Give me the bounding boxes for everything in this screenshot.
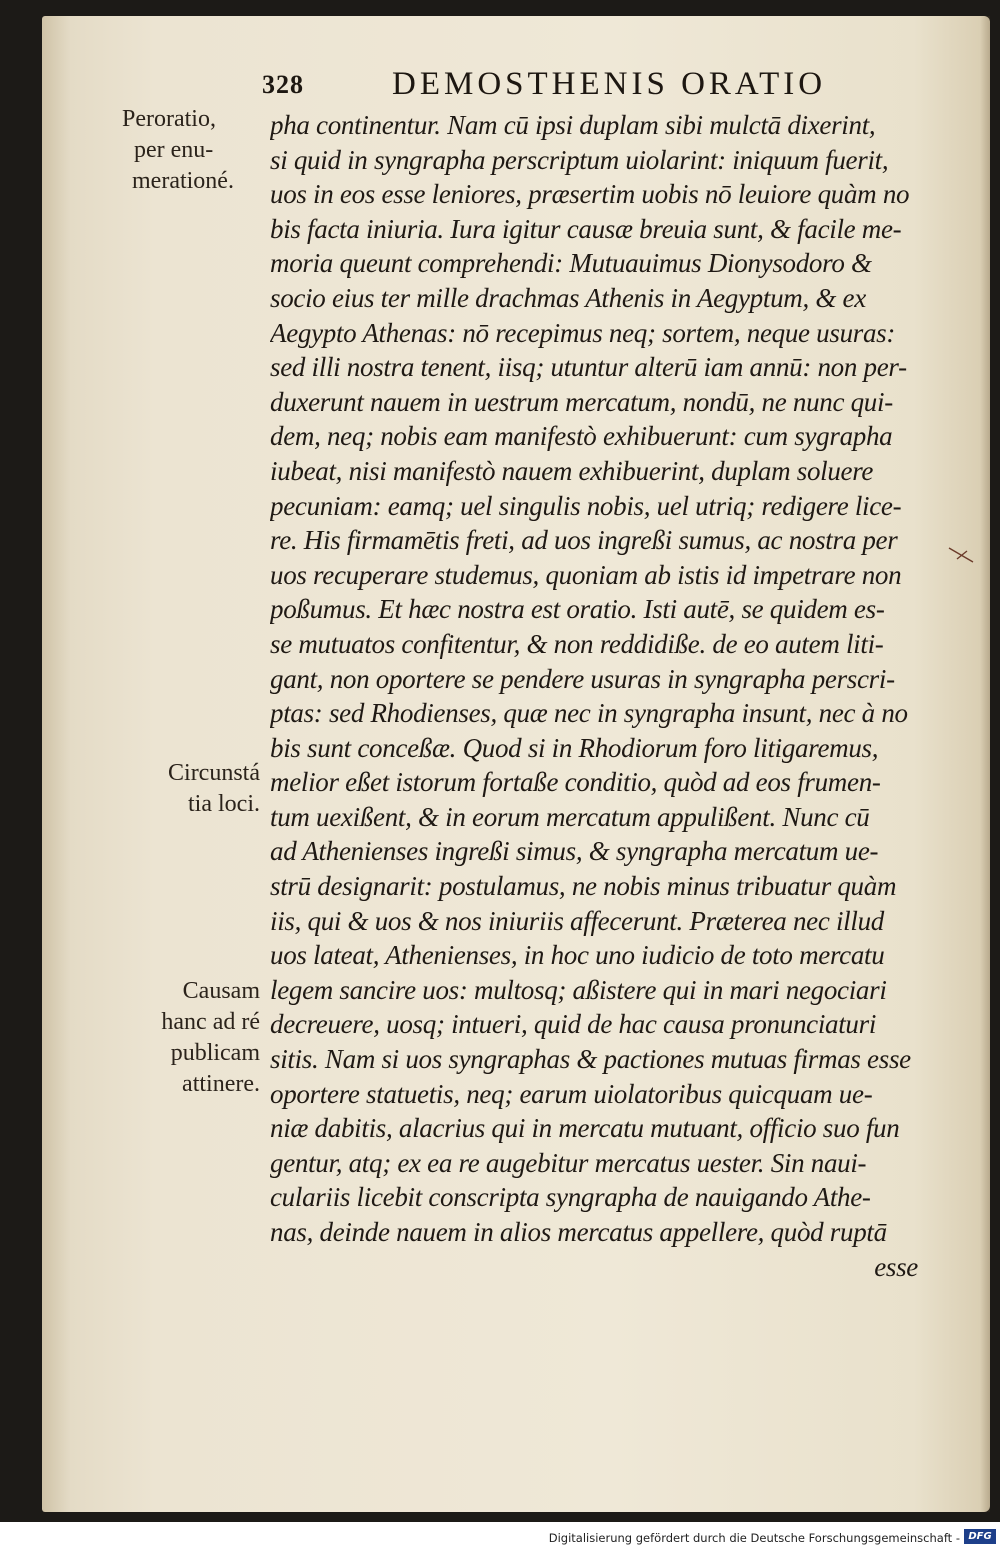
text-line: legem sancire uos: multosq; aßistere qui in mari negociari	[270, 974, 887, 1005]
funding-credit: Digitalisierung gefördert durch die Deutsche Forschungsgemeinschaft -	[548, 1531, 960, 1545]
margin-note-line: attinere.	[182, 1071, 260, 1097]
text-line: gentur, atq; ex ea re augebitur mercatus uester. Sin naui-	[270, 1147, 867, 1178]
text-line: tum uexißent, & in eorum mercatum appulißent. Nunc cū	[270, 801, 870, 832]
margin-note-line: merationé.	[132, 168, 234, 194]
text-line: Aegypto Athenas: nō recepimus neq; sortem, neque usuras:	[270, 317, 896, 348]
text-line: iis, qui & uos & nos iniuriis affecerunt. Præterea nec illud	[270, 905, 884, 936]
footer-bar	[0, 1524, 1000, 1551]
text-line: oportere statuetis, neq; earum uiolatoribus quicquam ue-	[270, 1078, 873, 1109]
text-line: socio eius ter mille drachmas Athenis in Aegyptum, & ex	[270, 282, 866, 313]
text-line: duxerunt nauem in uestrum mercatum, nondū, ne nunc qui-	[270, 386, 893, 417]
text-line: iubeat, nisi manifestò nauem exhibuerint, duplam soluere	[270, 455, 874, 486]
text-line: nas, deinde nauem in alios mercatus appellere, quòd ruptā	[270, 1217, 887, 1247]
text-line: niæ dabitis, alacrius qui in mercatu mutuant, officio suo fun	[270, 1113, 900, 1144]
page-edge-shadow	[980, 16, 990, 1512]
text-line: strū designarit: postulamus, ne nobis minus tribuatur quàm	[270, 871, 897, 902]
catchword: esse	[874, 1251, 918, 1282]
text-line: uos lateat, Athenienses, in hoc uno iudicio de toto mercatu	[270, 940, 885, 971]
margin-note-line: Circunstá	[168, 760, 260, 786]
text-line: gant, non oportere se pendere usuras in syngrapha perscri-	[270, 663, 895, 694]
text-line: uos in eos esse leniores, præsertim uobis nō leuiore quàm no	[270, 179, 910, 210]
text-line: bis sunt conceßæ. Quod si in Rhodiorum foro litigaremus,	[270, 732, 879, 763]
margin-note-line: hanc ad ré	[161, 1009, 260, 1035]
margin-note-circunstantia	[128, 758, 260, 820]
text-line: sed illi nostra tenent, iisq; utuntur alterū iam annū: non per-	[270, 352, 907, 383]
text-line: se mutuatos confitentur, & non reddidiße. de eo autem liti-	[270, 628, 884, 659]
margin-note-line: publicam	[170, 1040, 260, 1066]
text-line: poßumus. Et hæc nostra est oratio. Isti autē, se quidem es-	[270, 594, 885, 625]
page-header	[262, 66, 862, 106]
page-number: 328	[262, 70, 304, 99]
text-line: dem, neq; nobis eam manifestò exhibuerunt: cum sygrapha	[270, 421, 893, 452]
text-line: ptas: sed Rhodienses, quæ nec in syngrapha insunt, nec à no	[270, 698, 908, 729]
text-line: decreuere, uosq; intueri, quid de hac causa pronunciaturi	[270, 1009, 877, 1040]
running-title: DEMOSTHENIS ORATIO	[392, 66, 827, 102]
dfg-logo: DFG	[964, 1529, 996, 1544]
margin-note-line: Causam	[182, 978, 260, 1004]
text-line: culariis licebit conscripta syngrapha de nauigando Athe-	[270, 1182, 871, 1213]
text-line: ad Athenienses ingreßi simus, & syngrapha mercatum ue-	[270, 836, 879, 867]
margin-note-causam	[128, 976, 260, 1100]
text-line: pha continentur. Nam cū ipsi duplam sibi mulctā dixerint,	[270, 110, 876, 140]
margin-note-line: tia loci.	[188, 791, 260, 817]
text-line: uos recuperare studemus, quoniam ab istis id impetrare non	[270, 559, 902, 590]
text-line: si quid in syngrapha perscriptum uiolarint: iniquum fuerit,	[270, 144, 889, 175]
text-line: sitis. Nam si uos syngraphas & pactiones mutuas firmas esse	[270, 1044, 911, 1075]
text-line: re. His firmamētis freti, ad uos ingreßi sumus, ac nostra per	[270, 525, 898, 556]
text-line: bis facta iniuria. Iura igitur causæ breuia sunt, & facile me-	[270, 213, 902, 244]
margin-note-line: per enu-	[134, 137, 214, 163]
text-line: moria queunt comprehendi: Mutuauimus Dionysodoro &	[270, 248, 872, 279]
margin-note-line: Peroratio,	[122, 106, 216, 132]
margin-note-peroratio	[122, 104, 257, 197]
text-line: pecuniam: eamq; uel singulis nobis, uel utriq; redigere lice-	[270, 490, 902, 521]
body-text	[270, 108, 930, 1284]
pencil-mark-icon	[947, 545, 977, 565]
text-line: melior eßet istorum fortaße conditio, quòd ad eos frumen-	[270, 767, 881, 798]
